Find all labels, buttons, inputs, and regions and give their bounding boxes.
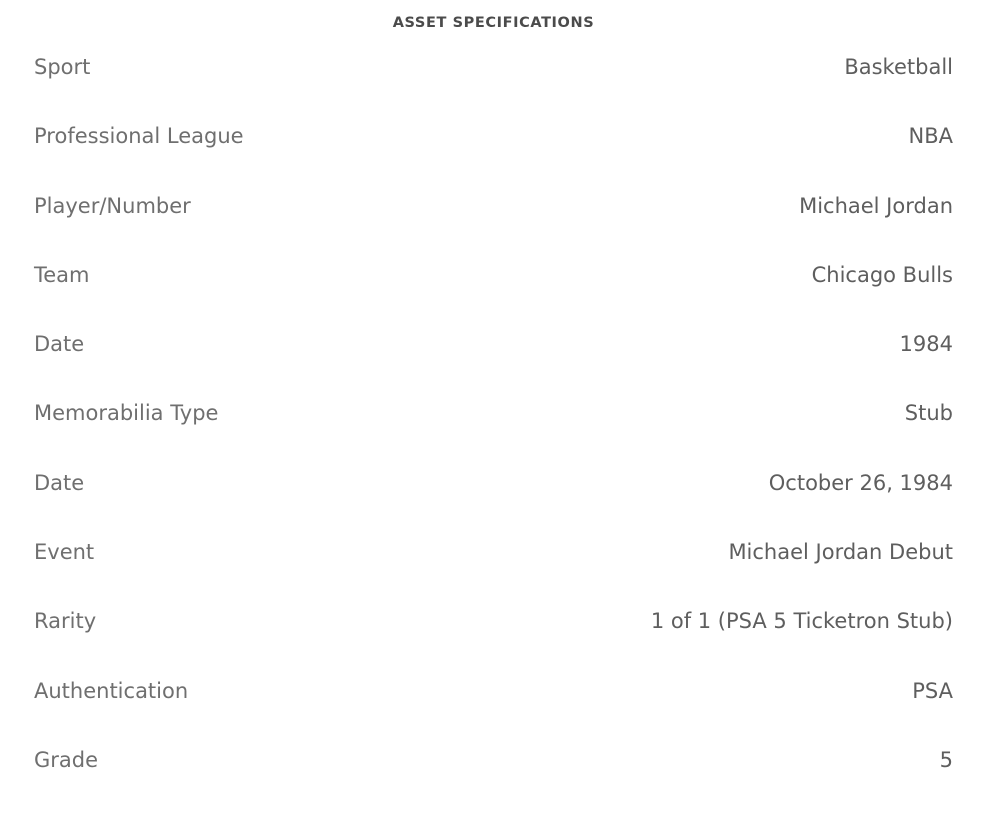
spec-value: Basketball (844, 55, 953, 79)
spec-label: Date (34, 332, 85, 357)
spec-value: 1984 (899, 332, 953, 357)
spec-label: Date (34, 470, 85, 495)
spec-row (34, 263, 953, 332)
spec-label: Rarity (34, 609, 97, 634)
spec-row (34, 748, 953, 817)
spec-label: Team (34, 262, 90, 287)
page-title: ASSET SPECIFICATIONS (392, 15, 595, 31)
spec-value: PSA (912, 678, 953, 703)
spec-row (34, 540, 953, 609)
spec-label: Professional League (34, 124, 244, 149)
specifications-list (34, 55, 953, 817)
spec-value: Chicago Bulls (811, 262, 953, 287)
spec-value: Michael Jordan (799, 193, 953, 218)
spec-row (34, 679, 953, 748)
spec-label: Sport (34, 55, 91, 79)
spec-value: Michael Jordan Debut (728, 540, 953, 565)
spec-label: Authentication (34, 678, 189, 703)
spec-row (34, 609, 953, 678)
spec-label: Event (34, 540, 95, 565)
spec-row (34, 332, 953, 401)
spec-row (34, 194, 953, 263)
spec-value: Stub (904, 401, 953, 426)
spec-value: 1 of 1 (PSA 5 Ticketron Stub) (650, 609, 953, 634)
spec-row (34, 471, 953, 540)
spec-value: NBA (908, 124, 953, 149)
spec-label: Player/Number (34, 193, 191, 218)
spec-row (34, 55, 953, 124)
spec-value: October 26, 1984 (768, 470, 953, 495)
spec-label: Memorabilia Type (34, 401, 219, 426)
spec-row (34, 401, 953, 470)
spec-value: 5 (939, 747, 953, 772)
spec-row (34, 124, 953, 193)
spec-label: Grade (34, 747, 99, 772)
